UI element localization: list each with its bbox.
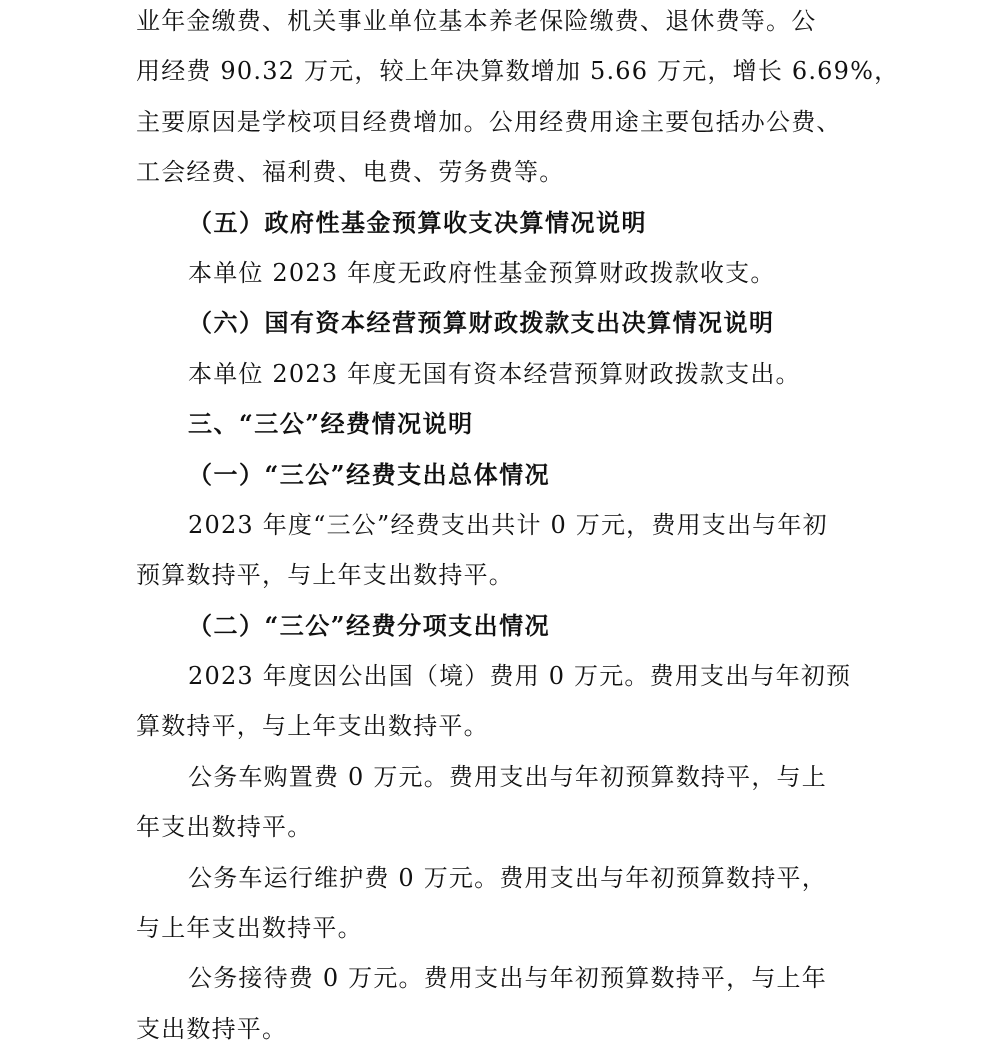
subsection-heading-one: （一）“三公”经费支出总体情况 [188, 459, 551, 489]
paragraph-line: 本单位 2023 年度无国有资本经营预算财政拨款支出。 [188, 359, 801, 388]
paragraph-line: 主要原因是学校项目经费增加。公用经费用途主要包括办公费、 [136, 107, 842, 136]
paragraph-line: 算数持平，与上年支出数持平。 [136, 712, 489, 741]
section-heading-three: 三、“三公”经费情况说明 [188, 409, 474, 439]
paragraph-line: 2023 年度因公出国（境）费用 0 万元。费用支出与年初预 [188, 662, 852, 691]
section-heading-six: （六）国有资本经营预算财政拨款支出决算情况说明 [188, 308, 775, 338]
paragraph-line: 预算数持平，与上年支出数持平。 [136, 561, 514, 590]
paragraph-line: 业年金缴费、机关事业单位基本养老保险缴费、退休费等。公 [136, 7, 817, 35]
document-page [136, 0, 900, 1054]
paragraph-line: 公务接待费 0 万元。费用支出与年初预算数持平，与上年 [188, 964, 827, 993]
paragraph-line: 公务车运行维护费 0 万元。费用支出与年初预算数持平， [188, 863, 827, 892]
paragraph-line: 年支出数持平。 [136, 813, 313, 842]
paragraph-line: 与上年支出数持平。 [136, 914, 363, 943]
section-heading-five: （五）政府性基金预算收支决算情况说明 [188, 207, 647, 237]
paragraph-line: 2023 年度“三公”经费支出共计 0 万元，费用支出与年初 [188, 510, 828, 539]
paragraph-line: 工会经费、福利费、电费、劳务费等。 [136, 158, 565, 187]
paragraph-line: 本单位 2023 年度无政府性基金预算财政拨款收支。 [188, 258, 776, 287]
paragraph-line: 用经费 90.32 万元，较上年决算数增加 5.66 万元，增长 6.69%， [136, 57, 900, 86]
paragraph-line: 支出数持平。 [136, 1014, 288, 1043]
paragraph-line: 公务车购置费 0 万元。费用支出与年初预算数持平，与上 [188, 762, 827, 791]
subsection-heading-two: （二）“三公”经费分项支出情况 [188, 610, 551, 640]
